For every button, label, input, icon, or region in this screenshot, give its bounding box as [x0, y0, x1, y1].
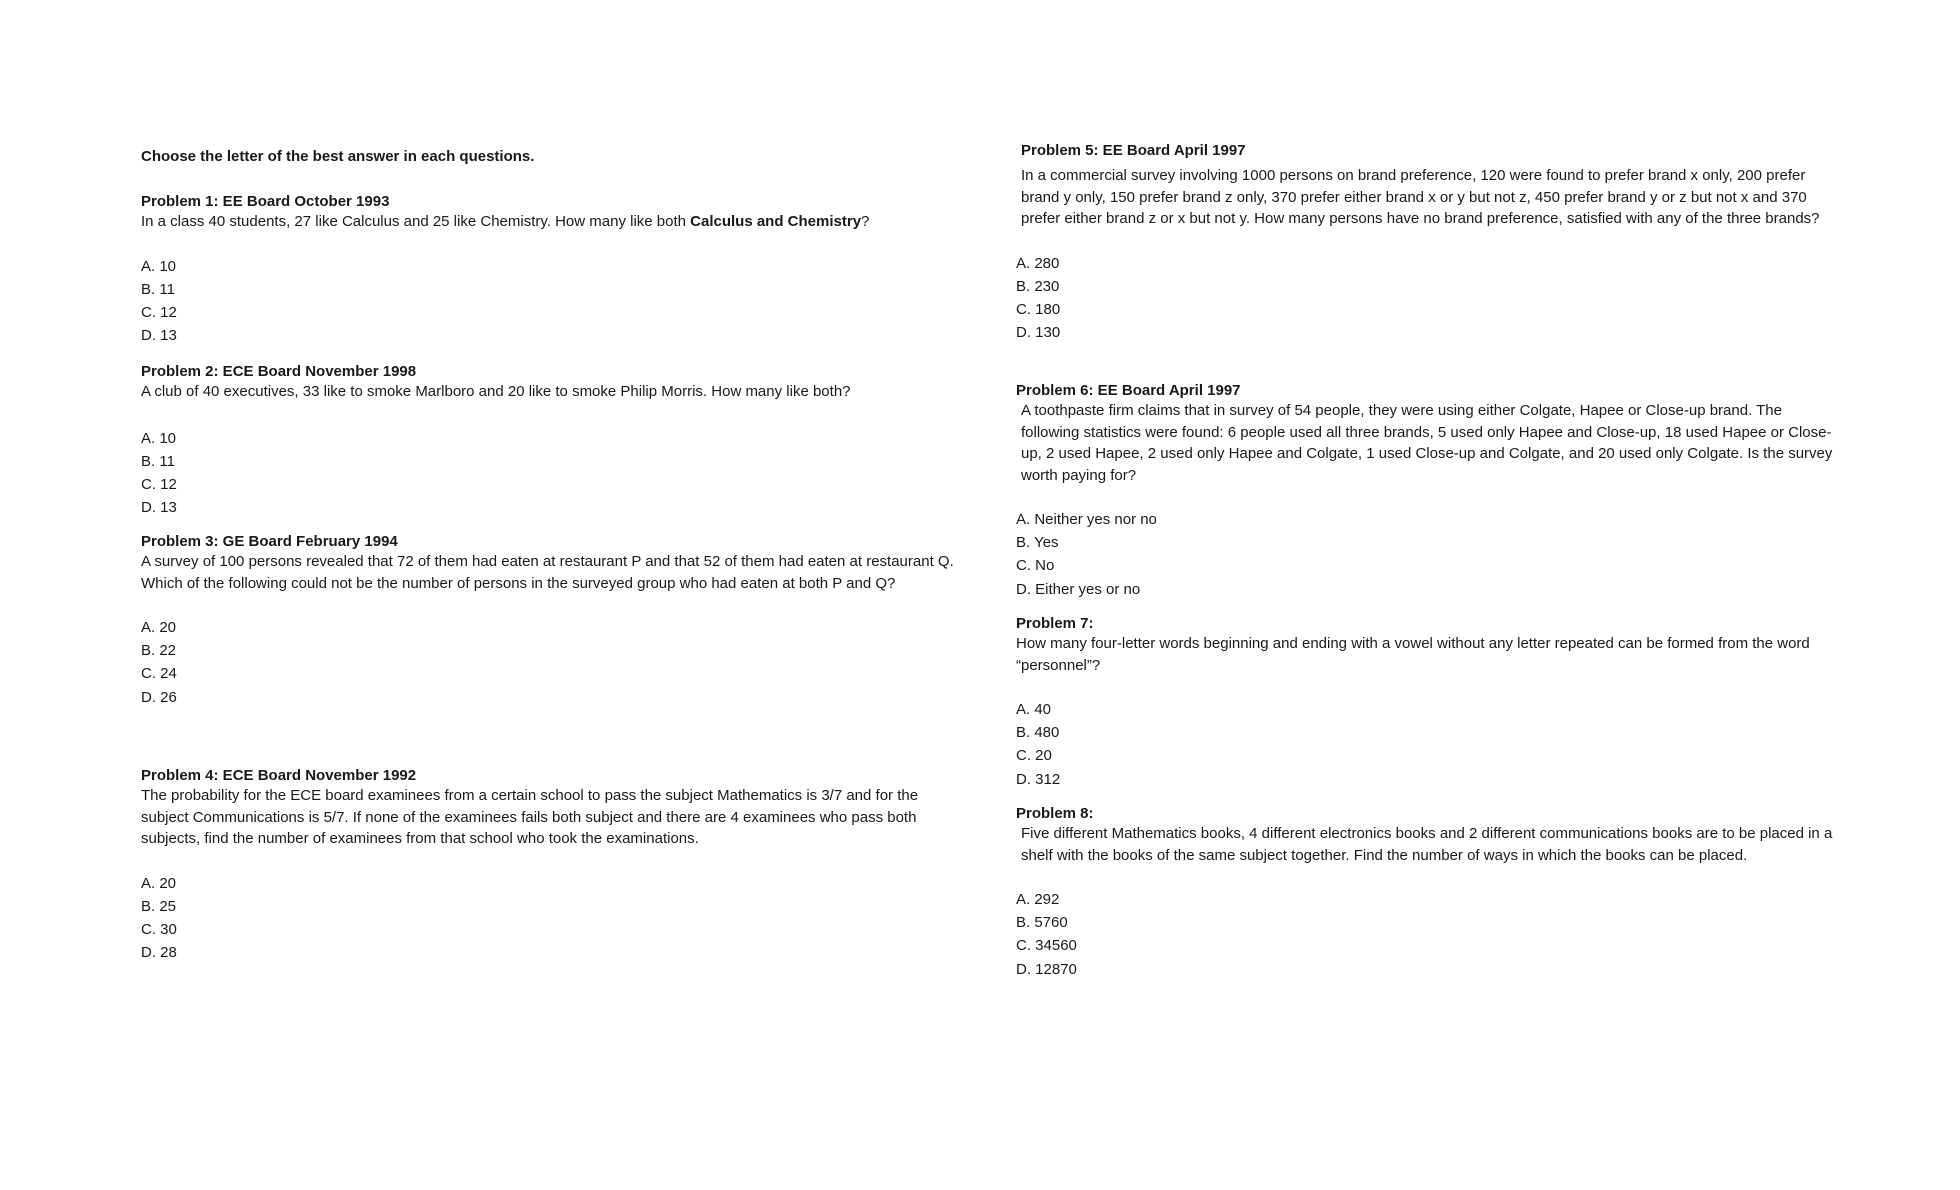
problem-text: How many four-letter words beginning and ending with a vowel without any letter repeated can be formed from the word “personnel”?: [1016, 635, 1810, 674]
choice-b[interactable]: B. 230: [1016, 277, 1060, 295]
choice-d[interactable]: D. 28: [141, 944, 177, 962]
choice-a[interactable]: A. 10: [141, 257, 177, 275]
problem-title: Problem 7:: [1016, 615, 1094, 632]
choice-d[interactable]: D. 13: [141, 499, 177, 517]
choice-c[interactable]: C. 20: [1016, 747, 1052, 765]
choice-a[interactable]: A. 20: [141, 874, 177, 892]
problem-text: A survey of 100 persons revealed that 72 of them had eaten at restaurant P and that 52 of them had eaten at restaurant Q. Which of the following could not be the number of persons in the surveyed group who had eaten at both P and Q?: [141, 553, 954, 592]
problem-title: Problem 6: EE Board April 1997: [1016, 382, 1241, 399]
choice-b[interactable]: B. 11: [141, 452, 175, 470]
choice-c[interactable]: C. 180: [1016, 300, 1061, 318]
problem-3: [141, 532, 961, 709]
problem-text-part: In a class 40 students, 27 like Calculus and 25 like Chemistry. How many like both: [141, 213, 691, 230]
choice-list: [1016, 698, 1836, 791]
problem-title: Problem 1: EE Board October 1993: [141, 193, 390, 210]
choice-d[interactable]: D. 312: [1016, 770, 1061, 788]
choice-a[interactable]: A. 20: [141, 619, 177, 636]
choice-list: [141, 616, 961, 709]
choice-b[interactable]: B. 11: [141, 280, 175, 298]
problem-text-bold: Calculus and Chemistry: [690, 213, 862, 230]
choice-list: [141, 872, 961, 965]
choice-b[interactable]: B. Yes: [1016, 534, 1059, 552]
choice-list: [1016, 508, 1836, 601]
choice-d[interactable]: D. 130: [1016, 324, 1061, 342]
problem-text: A club of 40 executives, 33 like to smoke Marlboro and 20 like to smoke Philip Morris. How many like both?: [141, 383, 851, 400]
instructions: Choose the letter of the best answer in each questions.: [141, 148, 535, 165]
problem-5: [1016, 141, 1836, 344]
choice-list: [1016, 252, 1836, 345]
problem-text: [141, 211, 961, 233]
problem-1: [141, 192, 961, 347]
choice-d[interactable]: D. 12870: [1016, 960, 1077, 978]
choice-c[interactable]: C. 30: [141, 920, 177, 938]
choice-b[interactable]: B. 5760: [1016, 914, 1068, 932]
problem-text: In a commercial survey involving 1000 persons on brand preference, 120 were found to prefer brand x only, 200 prefer brand y only, 150 prefer brand z only, 370 prefer either brand x or y but not z, 450 prefer brand y or z but not x and 370 prefer either brand z or x but not y. How many persons have no brand preference, satisfied with any of the three brands?: [1021, 167, 1820, 227]
choice-c[interactable]: C. 24: [141, 665, 177, 683]
problem-4: [141, 766, 961, 964]
problem-title: Problem 5: EE Board April 1997: [1021, 142, 1246, 159]
problem-text-part: ?: [861, 213, 870, 230]
problem-title: Problem 3: GE Board February 1994: [141, 533, 398, 550]
choice-c[interactable]: C. 12: [141, 475, 177, 493]
problem-title: Problem 2: ECE Board November 1998: [141, 363, 417, 380]
choice-d[interactable]: D. 13: [141, 327, 177, 345]
problem-8: [1016, 804, 1836, 981]
choice-c[interactable]: C. 34560: [1016, 937, 1077, 955]
choice-a[interactable]: A. 10: [141, 429, 177, 447]
problem-6: [1016, 381, 1836, 601]
choice-list: [141, 255, 961, 348]
problem-title: Problem 8:: [1016, 805, 1094, 822]
choice-b[interactable]: B. 25: [141, 897, 177, 915]
problem-text: The probability for the ECE board examinees from a certain school to pass the subject Mathematics is 3/7 and for the subject Communications is 5/7. If none of the examinees fails both subject and there are 4 examinees who pass both subjects, find the number of examinees from that school who took the examinations.: [141, 787, 919, 847]
choice-a[interactable]: A. 292: [1016, 891, 1060, 908]
choice-a[interactable]: A. 40: [1016, 701, 1052, 718]
choice-c[interactable]: C. No: [1016, 557, 1055, 575]
problem-title: Problem 4: ECE Board November 1992: [141, 767, 417, 784]
choice-b[interactable]: B. 22: [141, 642, 177, 660]
choice-a[interactable]: A. Neither yes nor no: [1016, 511, 1157, 528]
problem-7: [1016, 614, 1836, 791]
choice-d[interactable]: D. 26: [141, 688, 177, 706]
choice-c[interactable]: C. 12: [141, 303, 177, 321]
choice-list: [1016, 888, 1836, 981]
problem-text: A toothpaste firm claims that in survey of 54 people, they were using either Colgate, Hapee or Close-up brand. The following statistics were found: 6 people used all three brands, 5 used only Hapee and Close-up, 18 used Hapee or Close-up, 2 used Hapee, 2 used only Hapee and Colgate, 1 used Close-up and Colgate, and 20 used only Colgate. Is the survey worth paying for?: [1021, 402, 1833, 484]
problem-2: [141, 362, 961, 519]
problem-text: Five different Mathematics books, 4 different electronics books and 2 different communications books are to be placed in a shelf with the books of the same subject together. Find the number of ways in which the books can be placed.: [1021, 825, 1833, 864]
choice-list: [141, 427, 961, 520]
choice-a[interactable]: A. 280: [1016, 254, 1060, 272]
choice-b[interactable]: B. 480: [1016, 724, 1060, 742]
choice-d[interactable]: D. Either yes or no: [1016, 580, 1141, 598]
